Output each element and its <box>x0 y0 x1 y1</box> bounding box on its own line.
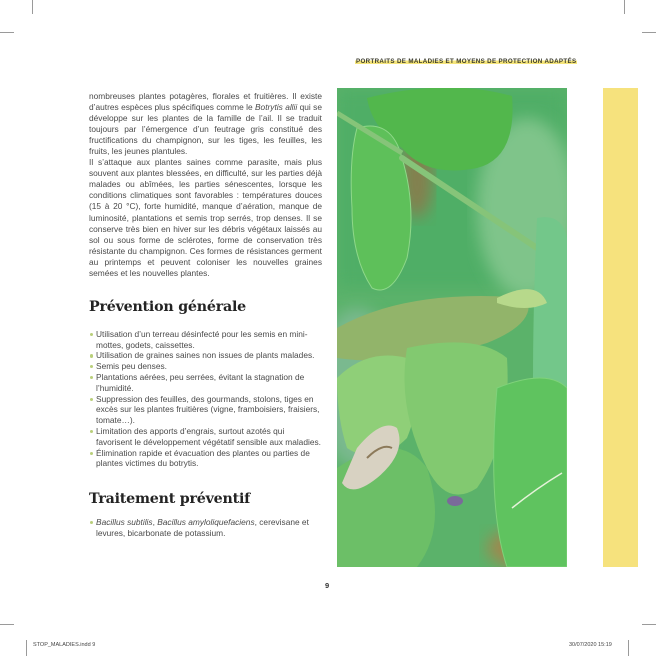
accent-color-bar <box>603 88 638 567</box>
crop-mark-bottom-left-horizontal <box>0 624 14 625</box>
photo-illustration <box>337 88 567 567</box>
species-name: Botrytis allii <box>254 102 298 113</box>
page-number: 9 <box>325 581 330 590</box>
intro-paragraph-2: Il s’attaque aux plantes saines comme parasite, mais plus souvent aux plantes blessées, en difficulté, sur les parties déjà malades ou abîmées, les parties sénescentes, lorsque les conditions climatiques sont favorables : températures douces (15 à 20 °C), forte humidité, manque d’aération, manque de luminosité, plantations et semis trop serrés, trop denses. Il se conserve très bien en hiver sur les débris végétaux laissés au sol ou sous forme de sclérotes, forme de conservation très résistante du champignon. Ces formes de résistances germent au printemps et peuvent coloniser les nouvelles graines semées et les nouvelles plantes. <box>89 157 322 278</box>
list-item: Semis peu denses. <box>89 361 322 372</box>
running-header: PORTRAITS DE MALADIES ET MOYENS DE PROTECTION ADAPTÉS <box>356 58 577 65</box>
intro-paragraph-1 <box>89 91 322 157</box>
treatment-list <box>89 517 322 539</box>
crop-mark-top-left-vertical <box>32 0 33 14</box>
species-name: Bacillus subtilis <box>96 517 153 528</box>
separator: , <box>152 517 158 528</box>
crop-mark-top-right-horizontal <box>642 32 656 33</box>
intro-text: nombreuses plantes potagères, florales et fruitières. Il existe d’autres espèces plus spécifiques comme le <box>89 91 322 113</box>
crop-mark-top-right-vertical <box>624 0 625 14</box>
slug-left-rule <box>26 640 27 656</box>
list-item: Suppression des feuilles, des gourmands, stolons, tiges en excès sur les plantes fruitières (vigne, framboisiers, fraisiers, tomate…). <box>89 394 322 426</box>
intro-text-continued: qui se développe sur les plantes de la famille de l’ail. Il se traduit toujours par l’émergence d’un feutrage gris constitué des fructifications du champignon, sur les tiges, les feuilles, les fruits, les jeunes plantules. <box>89 102 322 157</box>
slug-right-rule <box>628 640 629 656</box>
crop-mark-top-left-horizontal <box>0 32 14 33</box>
list-item: Plantations aérées, peu serrées, évitant la stagnation de l’humidité. <box>89 372 322 394</box>
list-item: Utilisation de graines saines non issues de plants malades. <box>89 350 322 361</box>
pea-plant-photo <box>337 88 567 567</box>
species-name: Bacillus amyloliquefaciens <box>157 517 255 528</box>
section-heading-treatment: Traitement préventif <box>89 491 251 508</box>
list-item: Limitation des apports d’engrais, surtout azotés qui favorisent le développement végétatif sensible aux maladies. <box>89 426 322 448</box>
text-column <box>89 91 322 539</box>
list-item: Utilisation d’un terreau désinfecté pour les semis en mini-mottes, godets, caissettes. <box>89 329 322 351</box>
prevention-list <box>89 329 322 469</box>
section-heading-prevention: Prévention générale <box>89 298 246 315</box>
list-item: Élimination rapide et évacuation des plantes ou parties de plantes victimes du botrytis. <box>89 448 322 470</box>
slug-datetime: 30/07/2020 15:19 <box>569 642 612 648</box>
list-item-text: , cerevisane et levures, bicarbonate de potassium. <box>96 517 309 538</box>
list-item <box>89 517 322 539</box>
crop-mark-bottom-right-horizontal <box>642 624 656 625</box>
slug-filename: STOP_MALADIES.indd 9 <box>33 642 96 648</box>
